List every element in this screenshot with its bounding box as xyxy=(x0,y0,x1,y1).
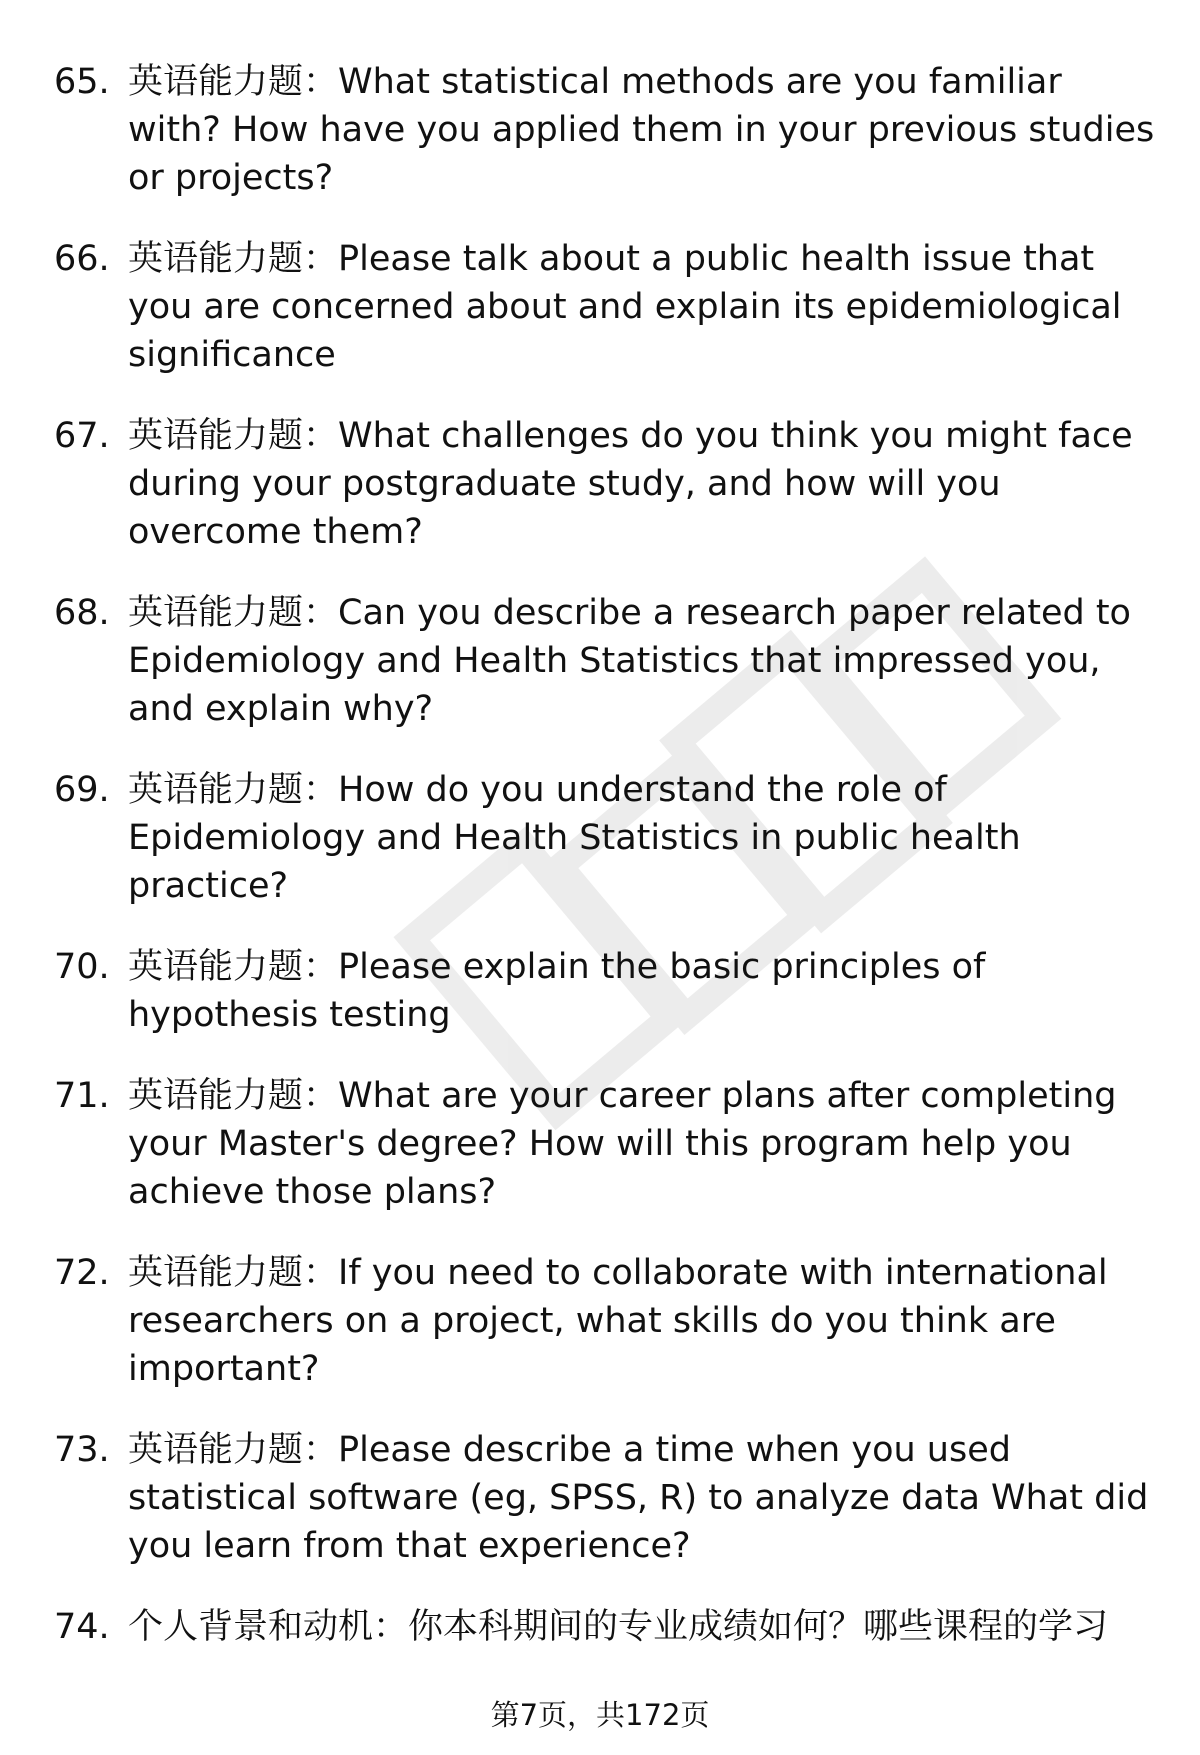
question-body xyxy=(128,1603,1164,1651)
question-body xyxy=(128,1249,1164,1393)
question-body xyxy=(128,1072,1164,1216)
question-text: What statistical methods are you familiar with? How have you applied them in your previous studies or projects? xyxy=(128,62,1155,198)
question-text: Please explain the basic principles of hypothesis testing xyxy=(128,947,986,1035)
question-number: 71. xyxy=(54,1076,110,1116)
question-text: Please describe a time when you used statistical software (eg, SPSS, R) to analyze data What did you learn from that experience? xyxy=(128,1430,1149,1566)
question-body xyxy=(128,58,1164,202)
question-text: Please talk about a public health issue that you are concerned about and explain its epidemiological significance xyxy=(128,239,1122,375)
question-text: What are your career plans after completing your Master's degree? How will this program help you achieve those plans? xyxy=(128,1076,1117,1212)
question-body xyxy=(128,589,1164,733)
question-item xyxy=(54,1249,1164,1393)
question-list xyxy=(54,58,1164,1684)
question-item xyxy=(54,1426,1164,1570)
question-body xyxy=(128,943,1164,1039)
question-text: 你本科期间的专业成绩如何？哪些课程的学习 xyxy=(408,1607,1109,1647)
question-item xyxy=(54,1072,1164,1216)
question-text: How do you understand the role of Epidemiology and Health Statistics in public health practice? xyxy=(128,770,1021,906)
question-tag: 英语能力题： xyxy=(128,416,339,456)
question-number: 68. xyxy=(54,593,110,633)
question-number: 74. xyxy=(54,1607,110,1647)
question-body xyxy=(128,766,1164,910)
question-text: What challenges do you think you might face during your postgraduate study, and how will you overcome them? xyxy=(128,416,1133,552)
question-tag: 英语能力题： xyxy=(128,770,339,810)
question-tag: 英语能力题： xyxy=(128,62,339,102)
question-item xyxy=(54,1603,1164,1651)
question-tag: 英语能力题： xyxy=(128,1253,339,1293)
question-tag: 英语能力题： xyxy=(128,239,339,279)
question-number: 65. xyxy=(54,62,110,102)
question-number: 66. xyxy=(54,239,110,279)
question-number: 69. xyxy=(54,770,110,810)
question-text: Can you describe a research paper related to Epidemiology and Health Statistics that impressed you, and explain why? xyxy=(128,593,1131,729)
question-number: 72. xyxy=(54,1253,110,1293)
page-footer: 第7页，共172页 xyxy=(490,1698,710,1732)
question-body xyxy=(128,235,1164,379)
question-tag: 个人背景和动机： xyxy=(128,1607,409,1647)
question-body xyxy=(128,412,1164,556)
question-tag: 英语能力题： xyxy=(128,947,339,987)
question-number: 73. xyxy=(54,1430,110,1470)
question-item xyxy=(54,589,1164,733)
question-tag: 英语能力题： xyxy=(128,1076,339,1116)
question-number: 70. xyxy=(54,947,110,987)
question-number: 67. xyxy=(54,416,110,456)
question-item xyxy=(54,58,1164,202)
question-item xyxy=(54,766,1164,910)
question-item xyxy=(54,412,1164,556)
question-body xyxy=(128,1426,1164,1570)
question-item xyxy=(54,235,1164,379)
question-item xyxy=(54,943,1164,1039)
question-text: If you need to collaborate with international researchers on a project, what skills do you think are important? xyxy=(128,1253,1108,1389)
question-tag: 英语能力题： xyxy=(128,1430,339,1470)
question-tag: 英语能力题： xyxy=(128,593,339,633)
